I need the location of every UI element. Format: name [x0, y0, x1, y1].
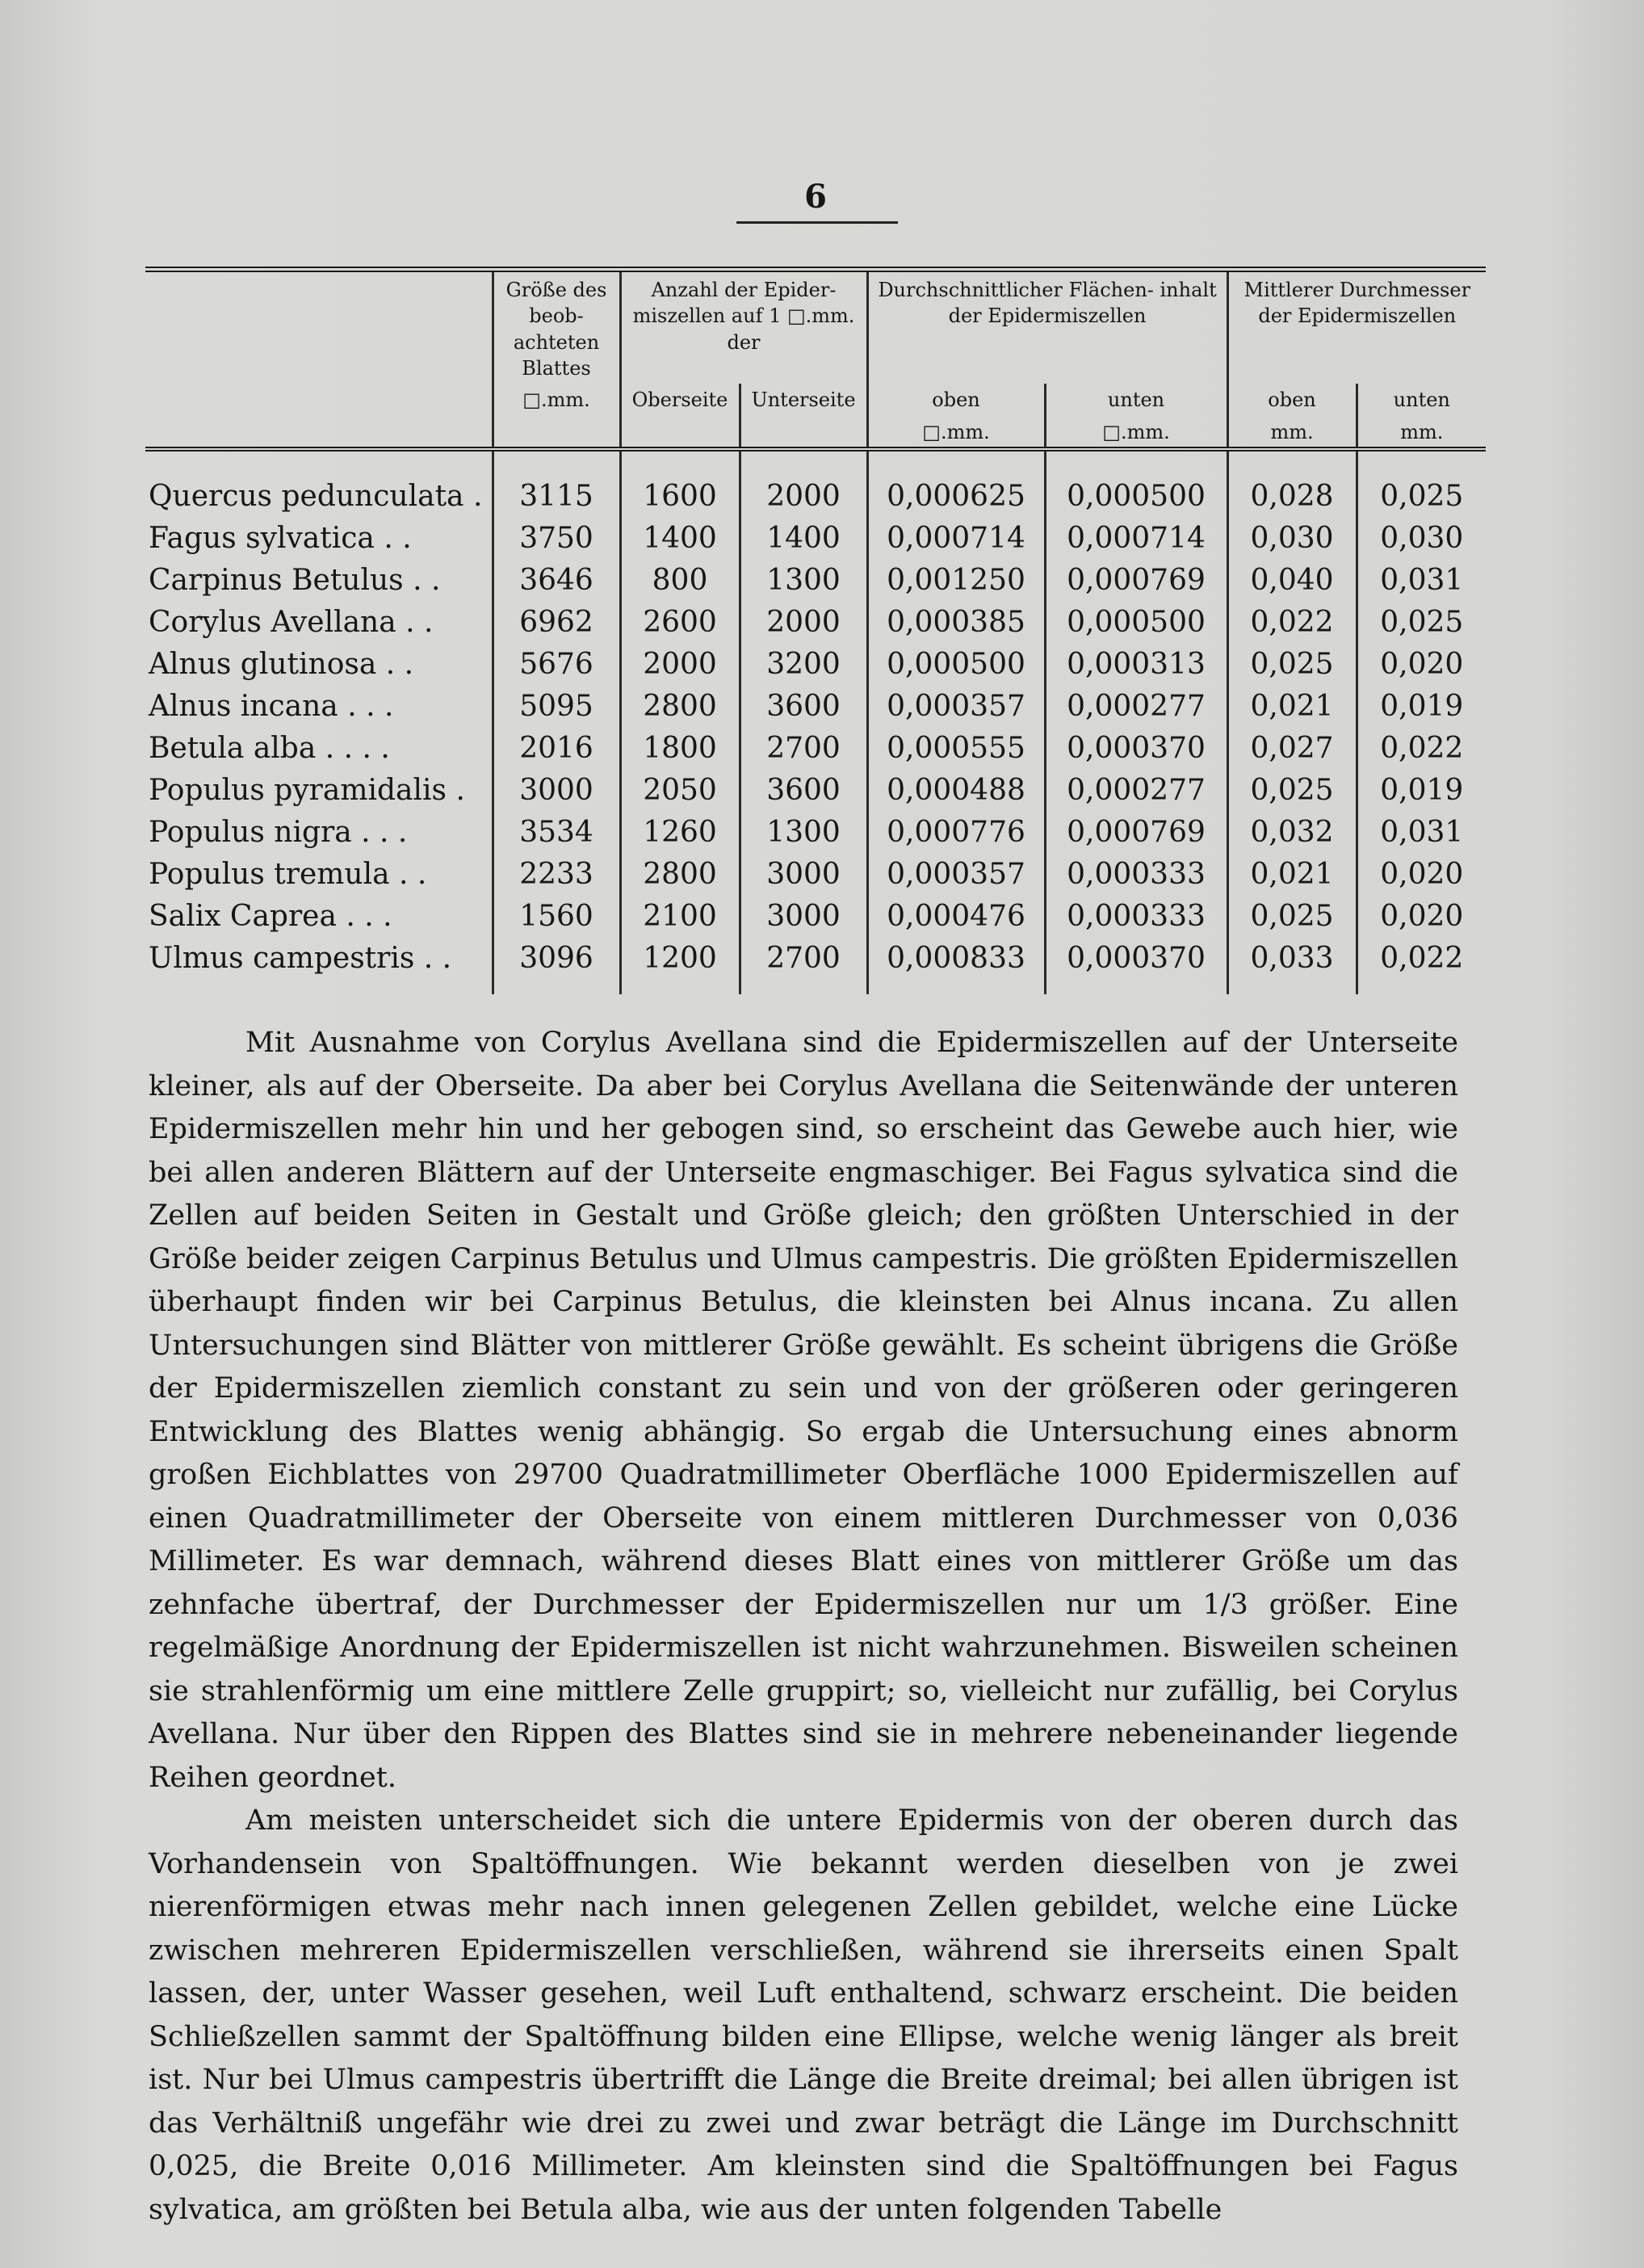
table-row	[145, 449, 1486, 518]
area-lower: 0,000370	[1045, 938, 1227, 994]
diam-upper: 0,025	[1227, 896, 1357, 938]
count-upper: 2050	[620, 770, 740, 812]
table-row	[145, 686, 1486, 728]
header-area-unit-lower: □.mm.	[1045, 414, 1227, 449]
area-upper: 0,001250	[867, 560, 1045, 602]
species-name: Fagus sylvatica . .	[149, 522, 412, 556]
leaf-size: 3115	[493, 449, 620, 518]
diam-upper: 0,032	[1227, 812, 1357, 854]
page-number-rule	[736, 221, 898, 224]
count-lower: 1300	[740, 812, 867, 854]
area-lower: 0,000333	[1045, 896, 1227, 938]
count-lower: 3600	[740, 686, 867, 728]
area-upper: 0,000714	[867, 518, 1045, 560]
area-lower: 0,000769	[1045, 560, 1227, 602]
count-lower: 2700	[740, 728, 867, 770]
header-count-lower: Unterseite	[740, 384, 867, 414]
diam-lower: 0,025	[1357, 449, 1486, 518]
area-upper: 0,000833	[867, 938, 1045, 994]
epidermis-table	[145, 267, 1486, 994]
count-lower: 3600	[740, 770, 867, 812]
count-upper: 800	[620, 560, 740, 602]
diam-lower: 0,031	[1357, 812, 1486, 854]
species-name: Salix Caprea . . .	[149, 900, 392, 934]
diam-lower: 0,020	[1357, 644, 1486, 686]
count-lower: 1400	[740, 518, 867, 560]
area-lower: 0,000769	[1045, 812, 1227, 854]
species-name: Alnus incana . . .	[149, 690, 394, 724]
area-lower: 0,000370	[1045, 728, 1227, 770]
count-upper: 2000	[620, 644, 740, 686]
header-size: Größe des beob- achteten Blattes	[493, 270, 620, 384]
count-upper: 1800	[620, 728, 740, 770]
leaf-size: 2233	[493, 854, 620, 896]
diam-lower: 0,030	[1357, 518, 1486, 560]
count-upper: 2800	[620, 686, 740, 728]
table-row	[145, 602, 1486, 644]
diam-upper: 0,021	[1227, 686, 1357, 728]
species-name: Ulmus campestris . .	[149, 942, 452, 976]
leaf-size: 3000	[493, 770, 620, 812]
count-lower: 3000	[740, 854, 867, 896]
species-header-blank-2	[145, 414, 493, 449]
header-count-lower-spacer	[740, 414, 867, 449]
diam-lower: 0,019	[1357, 686, 1486, 728]
area-upper: 0,000625	[867, 449, 1045, 518]
area-lower: 0,000313	[1045, 644, 1227, 686]
leaf-size: 5676	[493, 644, 620, 686]
table-row	[145, 770, 1486, 812]
header-area-upper: oben	[867, 384, 1045, 414]
area-lower: 0,000277	[1045, 770, 1227, 812]
count-upper: 2100	[620, 896, 740, 938]
count-lower: 3200	[740, 644, 867, 686]
count-upper: 2600	[620, 602, 740, 644]
table-row	[145, 644, 1486, 686]
leaf-size: 5095	[493, 686, 620, 728]
diam-lower: 0,022	[1357, 728, 1486, 770]
body-text	[149, 1022, 1458, 2232]
table-row	[145, 518, 1486, 560]
diam-upper: 0,025	[1227, 644, 1357, 686]
header-size-spacer	[493, 414, 620, 449]
area-lower: 0,000277	[1045, 686, 1227, 728]
area-upper: 0,000488	[867, 770, 1045, 812]
area-upper: 0,000500	[867, 644, 1045, 686]
table-row	[145, 728, 1486, 770]
diam-upper: 0,025	[1227, 770, 1357, 812]
table-row	[145, 938, 1486, 994]
table-row	[145, 812, 1486, 854]
diam-lower: 0,020	[1357, 854, 1486, 896]
leaf-size: 3534	[493, 812, 620, 854]
area-lower: 0,000333	[1045, 854, 1227, 896]
header-diam-group: Mittlerer Durchmesser der Epidermiszellen	[1227, 270, 1486, 384]
diam-upper: 0,030	[1227, 518, 1357, 560]
area-upper: 0,000476	[867, 896, 1045, 938]
diam-lower: 0,031	[1357, 560, 1486, 602]
header-count-upper-spacer	[620, 414, 740, 449]
count-upper: 2800	[620, 854, 740, 896]
count-lower: 2700	[740, 938, 867, 994]
species-name: Populus pyramidalis .	[149, 774, 465, 808]
diam-upper: 0,028	[1227, 449, 1357, 518]
diam-upper: 0,033	[1227, 938, 1357, 994]
diam-lower: 0,025	[1357, 602, 1486, 644]
header-area-unit-upper: □.mm.	[867, 414, 1045, 449]
area-lower: 0,000500	[1045, 449, 1227, 518]
header-count-upper: Oberseite	[620, 384, 740, 414]
area-lower: 0,000714	[1045, 518, 1227, 560]
diam-lower: 0,020	[1357, 896, 1486, 938]
area-upper: 0,000776	[867, 812, 1045, 854]
count-upper: 1600	[620, 449, 740, 518]
header-diam-unit-upper: mm.	[1227, 414, 1357, 449]
diam-upper: 0,022	[1227, 602, 1357, 644]
area-lower: 0,000500	[1045, 602, 1227, 644]
species-header-blank	[145, 270, 493, 414]
header-size-unit: □.mm.	[493, 384, 620, 414]
header-count-group: Anzahl der Epider- miszellen auf 1 □.mm. der	[620, 270, 867, 384]
table-row	[145, 896, 1486, 938]
leaf-size: 1560	[493, 896, 620, 938]
count-lower: 2000	[740, 449, 867, 518]
header-area-group: Durchschnittlicher Flächen- inhalt der Epidermiszellen	[867, 270, 1227, 384]
leaf-size: 3750	[493, 518, 620, 560]
species-name: Carpinus Betulus . .	[149, 564, 441, 598]
paragraph-stomata: Am meisten unterscheidet sich die untere Epidermis von der oberen durch das Vorhandensein von Spaltöffnungen. Wie bekannt werden dieselben von je zwei nierenförmigen etwas mehr nach innen gelegenen Zellen gebildet, welche eine Lücke zwischen mehreren Epidermiszellen verschließen, während sie ihrerseits einen Spalt lassen, der, unter Wasser gesehen, weil Luft enthaltend, schwarz erscheint. Die beiden Schließzellen sammt der Spaltöffnung bilden eine Ellipse, welche wenig länger als breit ist. Nur bei Ulmus campestris übertrifft die Länge die Breite dreimal; bei allen übrigen ist das Verhältniß ungefähr wie drei zu zwei und zwar beträgt die Länge im Durchschnitt 0,025, die Breite 0,016 Millimeter. Am kleinsten sind die Spaltöffnungen bei Fagus sylvatica, am größten bei Betula alba, wie aus der unten folgenden Tabelle	[149, 1804, 1458, 2226]
leaf-size: 3646	[493, 560, 620, 602]
table-row	[145, 854, 1486, 896]
leaf-size: 6962	[493, 602, 620, 644]
count-lower: 2000	[740, 602, 867, 644]
species-name: Quercus pedunculata .	[149, 480, 483, 514]
area-upper: 0,000385	[867, 602, 1045, 644]
count-lower: 1300	[740, 560, 867, 602]
species-name: Betula alba . . . .	[149, 732, 390, 766]
count-upper: 1200	[620, 938, 740, 994]
leaf-size: 2016	[493, 728, 620, 770]
area-upper: 0,000357	[867, 686, 1045, 728]
species-name: Corylus Avellana . .	[149, 606, 434, 640]
diam-lower: 0,019	[1357, 770, 1486, 812]
diam-upper: 0,040	[1227, 560, 1357, 602]
diam-upper: 0,027	[1227, 728, 1357, 770]
page-number: 6	[804, 178, 827, 216]
table-row	[145, 560, 1486, 602]
header-diam-unit-lower: mm.	[1357, 414, 1486, 449]
count-upper: 1400	[620, 518, 740, 560]
count-lower: 3000	[740, 896, 867, 938]
species-name: Populus nigra . . .	[149, 816, 408, 850]
header-diam-lower: unten	[1357, 384, 1486, 414]
species-name: Populus tremula . .	[149, 858, 427, 892]
header-area-lower: unten	[1045, 384, 1227, 414]
diam-upper: 0,021	[1227, 854, 1357, 896]
area-upper: 0,000357	[867, 854, 1045, 896]
diam-lower: 0,022	[1357, 938, 1486, 994]
area-upper: 0,000555	[867, 728, 1045, 770]
species-name: Alnus glutinosa . .	[149, 648, 414, 682]
header-diam-upper: oben	[1227, 384, 1357, 414]
paragraph-epidermis-cells: Mit Ausnahme von Corylus Avellana sind die Epidermiszellen auf der Unterseite kleiner, als auf der Oberseite. Da aber bei Corylus Avellana die Seitenwände der unteren Epidermiszellen mehr hin und her gebogen sind, so erscheint das Gewebe auch hier, wie bei allen anderen Blättern auf der Unterseite engmaschiger. Bei Fagus sylvatica sind die Zellen auf beiden Seiten in Gestalt und Größe gleich; den größten Unterschied in der Größe beider zeigen Carpinus Betulus und Ulmus campestris. Die größten Epidermiszellen überhaupt finden wir bei Carpinus Betulus, die kleinsten bei Alnus incana. Zu allen Untersuchungen sind Blätter von mittlerer Größe gewählt. Es scheint übrigens die Größe der Epidermiszellen ziemlich constant zu sein und von der größeren oder geringeren Entwicklung des Blattes wenig abhängig. So ergab die Untersuchung eines abnorm großen Eichblattes von 29700 Quadratmillimeter Oberfläche 1000 Epidermiszellen auf einen Quadratmillimeter der Oberseite von einem mittleren Durchmesser von 0,036 Millimeter. Es war demnach, während dieses Blatt eines von mittlerer Größe um das zehnfache übertraf, der Durchmesser der Epidermiszellen nur um 1/3 größer. Eine regelmäßige Anordnung der Epidermiszellen ist nicht wahrzunehmen. Bisweilen scheinen sie strahlenförmig um eine mittlere Zelle gruppirt; so, vielleicht nur zufällig, bei Corylus Avellana. Nur über den Rippen des Blattes sind sie in mehrere nebeneinander liegende Reihen geordnet.	[149, 1027, 1458, 1794]
leaf-size: 3096	[493, 938, 620, 994]
count-upper: 1260	[620, 812, 740, 854]
